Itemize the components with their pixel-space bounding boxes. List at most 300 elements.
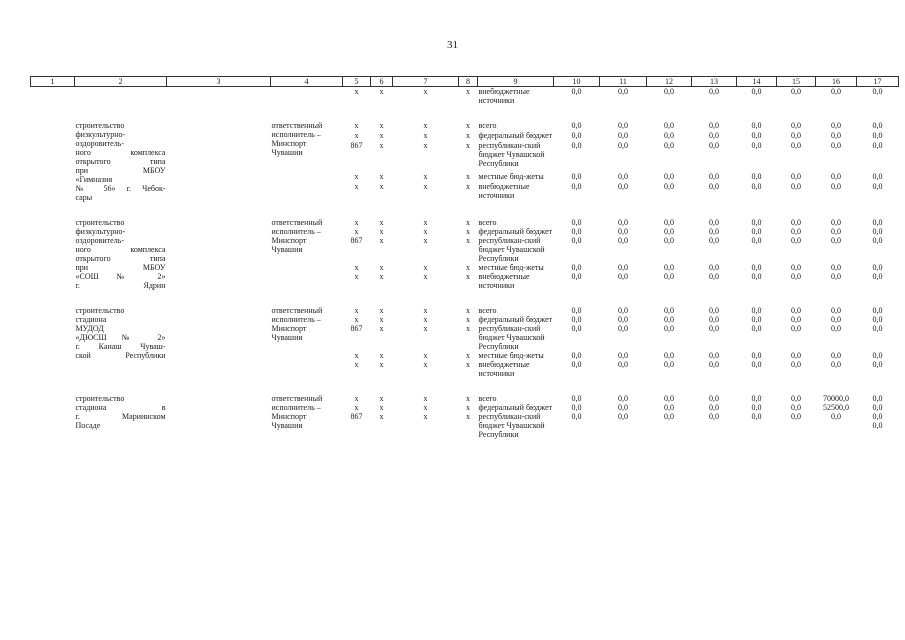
cell-x: х — [466, 403, 470, 412]
measure-name-line: при МБОУ — [75, 166, 166, 175]
cell-value — [857, 218, 899, 227]
measure-name-line: строительство — [75, 218, 125, 227]
cell-value — [647, 351, 692, 360]
cell-value-text: 0,0 — [831, 360, 841, 369]
cell-x: х — [423, 181, 428, 191]
cell-code: 867 — [350, 236, 363, 245]
cell-empty — [167, 394, 271, 439]
executor — [271, 306, 343, 378]
cell-value — [777, 324, 816, 351]
executor-line: ответственный — [271, 306, 323, 315]
spacer-cell — [31, 378, 899, 394]
cell-x: х — [354, 315, 359, 324]
measure-name-line: МУДОД — [75, 324, 104, 333]
column-header-6: 6 — [371, 77, 393, 87]
cell-value — [777, 218, 816, 227]
executor — [271, 121, 343, 202]
cell-empty — [31, 141, 75, 171]
cell-value-text: 0,0 — [664, 360, 674, 369]
cell-value-text: 0,0 — [791, 181, 801, 191]
executor-line: Минспорт — [271, 412, 307, 421]
cell-value — [777, 141, 816, 171]
cell-value-text: 0,0 — [571, 315, 582, 324]
cell-value — [647, 227, 692, 236]
cell-value-text: 0,0 — [709, 403, 719, 412]
spacer-cell — [31, 290, 899, 306]
measure-name-line: физкультурно- — [75, 130, 126, 139]
measure-name — [75, 394, 167, 439]
cell-value-text: 0,0 — [571, 181, 582, 191]
cell-value-text: 0,0 — [709, 181, 719, 191]
cell-value-text: 0,0 — [872, 360, 883, 369]
cell-empty — [31, 87, 75, 106]
cell-x: х — [466, 121, 470, 130]
cell-value — [737, 394, 777, 403]
cell-value-text: 0,0 — [872, 315, 883, 324]
column-header-9: 9 — [478, 77, 554, 87]
cell-x: х — [466, 306, 470, 315]
cell-value — [857, 272, 899, 290]
executor-line: Минспорт — [271, 236, 307, 245]
executor-line: Чувашии — [271, 245, 303, 254]
cell-value-text: 0,0 — [571, 141, 582, 151]
measure-name-line: строительство — [75, 306, 125, 315]
cell-value — [816, 324, 857, 351]
executor-line: ответственный — [271, 121, 323, 130]
cell-value-text: 0,0 — [751, 263, 762, 272]
cell-value — [777, 236, 816, 263]
cell-value-text: 0,0 — [709, 315, 719, 324]
cell-value-text: 0,0 — [791, 131, 801, 141]
program-table — [30, 76, 899, 439]
cell-value — [857, 131, 899, 141]
cell-x: х — [354, 306, 359, 315]
cell-value-text: 0,0 — [618, 263, 628, 272]
cell-value-text: 0,0 — [709, 394, 719, 403]
cell-x: х — [423, 315, 428, 324]
cell-value-text: 0,0 — [751, 351, 762, 360]
cell-value-text: 0,0 — [751, 306, 762, 315]
cell-x: х — [354, 360, 359, 369]
cell-value-text: 0,0 — [831, 131, 841, 141]
cell-x: х — [379, 141, 384, 151]
cell-value — [647, 394, 692, 403]
cell-target: х — [423, 87, 428, 96]
cell-value-text: 0,0 — [571, 171, 582, 181]
cell-value — [600, 360, 647, 378]
cell-value — [737, 172, 777, 182]
cell-value-text: 0,0 — [751, 236, 762, 245]
cell-source: внебюджетные источники — [478, 181, 530, 200]
cell-value — [816, 227, 857, 236]
cell-value-text: 0,0 — [618, 315, 628, 324]
cell-value-text: 0,0 — [751, 141, 762, 151]
cell-x: х — [354, 171, 359, 181]
cell-value — [737, 141, 777, 171]
cell-value-text: 0,0 — [831, 121, 841, 130]
measure-name-line: при МБОУ — [75, 263, 166, 272]
table-row — [31, 121, 899, 131]
cell-value — [816, 218, 857, 227]
cell-value-text: 0,0 — [618, 412, 628, 421]
cell-value-text: 0,0 — [709, 171, 719, 181]
measure-name-line: физкультурно- — [75, 227, 126, 236]
cell-value — [692, 131, 737, 141]
cell-x: х — [423, 412, 428, 421]
cell-value — [857, 412, 899, 439]
cell-value — [777, 394, 816, 403]
cell-value-text: 0,0 — [618, 394, 628, 403]
measure-name-line: № 56» г. Чебок- — [75, 184, 166, 193]
cell-empty — [31, 121, 75, 131]
page-number: 31 — [447, 39, 458, 51]
measure-name-line: строительство — [75, 394, 125, 403]
cell-source: всего — [478, 394, 497, 403]
cell-value — [600, 131, 647, 141]
cell-value — [647, 131, 692, 141]
cell-source: местные бюд-жеты — [478, 171, 544, 181]
column-header-4: 4 — [271, 77, 343, 87]
executor-line: Чувашии — [271, 333, 303, 342]
cell-value — [857, 315, 899, 324]
cell-value-text: 0,0 — [791, 263, 801, 272]
cell-value-text: 0,0 — [751, 121, 762, 130]
cell-value — [600, 324, 647, 351]
cell-empty — [167, 218, 271, 290]
measure-name-line: «СОШ № 2» — [75, 272, 166, 281]
cell-value — [647, 412, 692, 439]
cell-value-text: 0,0 — [791, 141, 801, 151]
cell-value — [554, 403, 600, 412]
cell-value — [692, 172, 737, 182]
cell-x: х — [423, 394, 428, 403]
cell-value-text: 0,0 — [664, 181, 674, 191]
cell-value-text: 0,0 — [872, 412, 883, 421]
cell-value — [777, 315, 816, 324]
cell-value — [737, 351, 777, 360]
cell-section: х — [379, 87, 384, 96]
cell-x: х — [354, 263, 359, 272]
cell-value-text: 0,0 — [831, 272, 841, 281]
cell-value — [816, 412, 857, 439]
cell-empty — [31, 315, 75, 324]
cell-value — [737, 121, 777, 131]
cell-x: х — [379, 236, 384, 245]
cell-value — [554, 360, 600, 378]
cell-value — [692, 351, 737, 360]
cell-empty — [75, 87, 167, 106]
cell-value-text: 0,0 — [751, 394, 762, 403]
cell-value-text: 0,0 — [751, 218, 762, 227]
cell-x: х — [423, 351, 428, 360]
cell-x: х — [379, 315, 384, 324]
cell-value-text: 0,0 — [709, 306, 719, 315]
measure-name-line: сары — [75, 193, 93, 202]
cell-value — [816, 351, 857, 360]
measure-name-line: ного комплекса — [75, 148, 166, 157]
cell-value — [692, 218, 737, 227]
cell-empty — [31, 394, 75, 403]
cell-value — [857, 263, 899, 272]
cell-value — [647, 141, 692, 171]
cell-value-text: 0,0 — [618, 227, 628, 236]
cell-value — [777, 412, 816, 439]
cell-value-text: 0,0 — [751, 403, 762, 412]
cell-x: х — [354, 394, 359, 403]
cell-value — [816, 315, 857, 324]
cell-value-text: 0,0 — [618, 181, 628, 191]
measure-name — [75, 218, 167, 290]
cell-x: х — [354, 218, 359, 227]
cell-x: х — [379, 403, 384, 412]
cell-empty — [31, 360, 75, 378]
cell-empty — [31, 306, 75, 315]
cell-value-text: 0,0 — [751, 412, 762, 421]
cell-empty — [167, 306, 271, 378]
cell-value-text: 0,0 — [709, 236, 719, 245]
cell-x: х — [379, 351, 384, 360]
cell-x: х — [379, 394, 384, 403]
cell-value-text: 0,0 — [618, 121, 628, 130]
cell-value — [647, 360, 692, 378]
cell-x: х — [423, 306, 428, 315]
cell-x: х — [466, 131, 470, 141]
cell-x: х — [423, 272, 428, 281]
cell-value-text: 0,0 — [831, 171, 841, 181]
cell-source: республикан-ский бюджет Чувашской Республики — [478, 236, 545, 263]
cell-x: х — [354, 131, 359, 141]
cell-value-text: 0,0 — [872, 141, 883, 151]
cell-value — [692, 412, 737, 439]
cell-value — [816, 131, 857, 141]
cell-value — [600, 315, 647, 324]
cell-value-text: 0,0 — [618, 324, 628, 333]
cell-value — [692, 263, 737, 272]
cell-value-text: 0,0 — [831, 306, 841, 315]
column-header-16: 16 — [816, 77, 857, 87]
cell-value — [737, 324, 777, 351]
cell-value-text: 0,0 — [571, 324, 582, 333]
cell-value — [737, 227, 777, 236]
measure-name-line: ного комплекса — [75, 245, 166, 254]
executor — [271, 218, 343, 290]
cell-value — [600, 182, 647, 202]
cell-empty — [31, 403, 75, 412]
cell-x: х — [466, 263, 470, 272]
cell-value — [737, 182, 777, 202]
cell-value — [600, 141, 647, 171]
cell-value-text: 0,0 — [709, 263, 719, 272]
cell-x: х — [423, 218, 428, 227]
cell-value — [816, 360, 857, 378]
cell-value — [692, 324, 737, 351]
cell-value-text: 0,0 — [872, 131, 883, 141]
cell-value — [857, 236, 899, 263]
cell-value — [737, 272, 777, 290]
cell-value-text: 0,0 — [571, 227, 582, 236]
measure-name-line: оздоровитель- — [75, 139, 124, 148]
cell-value: 0,0 — [664, 87, 674, 96]
cell-empty — [31, 172, 75, 182]
cell-value-text: 0,0 — [618, 218, 628, 227]
table-row — [31, 87, 899, 106]
cell-x: х — [423, 121, 428, 130]
cell-value-text: 0,0 — [664, 218, 674, 227]
cell-value — [554, 351, 600, 360]
cell-x: х — [354, 403, 359, 412]
cell-value — [857, 360, 899, 378]
measure-name-line: стадиона — [75, 315, 107, 324]
cell-value-text: 0,0 — [664, 171, 674, 181]
cell-value-text: 0,0 — [571, 306, 582, 315]
cell-value-text: 0,0 — [664, 412, 674, 421]
cell-x: х — [379, 181, 384, 191]
cell-value — [692, 272, 737, 290]
cell-value-text: 0,0 — [618, 171, 628, 181]
cell-value-text: 0,0 — [751, 171, 762, 181]
cell-value — [692, 394, 737, 403]
cell-x: х — [354, 181, 359, 191]
column-header-7: 7 — [393, 77, 459, 87]
cell-value — [777, 227, 816, 236]
cell-code: 867 — [350, 412, 363, 421]
measure-name-line: «ДЮСШ № 2» — [75, 333, 166, 342]
cell-value: 0,0 — [791, 87, 801, 96]
cell-value — [554, 272, 600, 290]
cell-value — [777, 351, 816, 360]
cell-value-text: 0,0 — [571, 236, 582, 245]
cell-x: х — [379, 272, 384, 281]
cell-value — [554, 394, 600, 403]
cell-x: х — [379, 218, 384, 227]
cell-value-text: 0,0 — [571, 394, 582, 403]
measure-name-line: г. Мариинском — [75, 412, 166, 421]
cell-value — [816, 236, 857, 263]
cell-value-text: 0,0 — [571, 121, 582, 130]
cell-value-text: 70000,0 — [823, 394, 849, 403]
cell-value — [737, 360, 777, 378]
cell-value-text: 0,0 — [709, 324, 719, 333]
spacer-row — [31, 378, 899, 394]
cell-value-text: 0,0 — [571, 360, 582, 369]
cell-value — [692, 236, 737, 263]
cell-empty — [31, 236, 75, 263]
cell-value — [600, 218, 647, 227]
measure-name-line: Посаде — [75, 421, 101, 430]
executor-line: ответственный — [271, 394, 323, 403]
cell-value — [857, 403, 899, 412]
cell-value — [554, 131, 600, 141]
cell-value — [554, 306, 600, 315]
cell-value-text: 0,0 — [664, 272, 674, 281]
cell-value-text: 0,0 — [709, 227, 719, 236]
cell-value — [600, 412, 647, 439]
cell-code: 867 — [350, 141, 363, 151]
cell-value-text: 0,0 — [872, 171, 883, 181]
cell-value-text: 0,0 — [791, 324, 801, 333]
cell-value-text: 0,0 — [872, 218, 883, 227]
cell-value — [857, 121, 899, 131]
cell-value-text: 0,0 — [831, 315, 841, 324]
cell-value — [600, 306, 647, 315]
cell-value-text: 0,0 — [618, 236, 628, 245]
cell-value: 0,0 — [751, 87, 762, 96]
spacer-cell — [31, 105, 899, 121]
cell-value — [554, 324, 600, 351]
cell-x: х — [466, 394, 470, 403]
cell-value-text: 0,0 — [571, 351, 582, 360]
measure-name-line: «Гимназия — [75, 175, 113, 184]
cell-value-text: 0,0 — [709, 131, 719, 141]
cell-value-text: 0,0 — [791, 315, 801, 324]
cell-value — [692, 306, 737, 315]
measure-name-line: г. Канаш Чуваш- — [75, 342, 166, 351]
cell-value-text: 0,0 — [618, 306, 628, 315]
executor-line: исполнитель – — [271, 315, 321, 324]
cell-value-text: 0,0 — [664, 394, 674, 403]
cell-x: х — [379, 306, 384, 315]
cell-value-text: 0,0 — [831, 263, 841, 272]
cell-empty — [31, 218, 75, 227]
cell-value — [554, 412, 600, 439]
cell-value-text: 0,0 — [618, 403, 628, 412]
cell-value-text: 0,0 — [872, 227, 883, 236]
cell-value-text: 0,0 — [751, 324, 762, 333]
cell-value — [816, 172, 857, 182]
cell-value-text: 0,0 — [872, 421, 883, 430]
cell-value-text: 0,0 — [571, 131, 582, 141]
table-row — [31, 218, 899, 227]
cell-value — [692, 315, 737, 324]
cell-source: федеральный бюджет — [478, 227, 553, 236]
cell-type: х — [466, 87, 470, 96]
cell-value-text: 0,0 — [618, 272, 628, 281]
cell-value-text: 0,0 — [571, 403, 582, 412]
cell-value-text: 0,0 — [618, 360, 628, 369]
cell-source: внебюджетные источники — [478, 87, 530, 105]
executor-line: Минспорт — [271, 139, 307, 148]
cell-value — [777, 131, 816, 141]
cell-value — [857, 324, 899, 351]
cell-value: 0,0 — [872, 87, 883, 96]
cell-source: республикан-ский бюджет Чувашской Республики — [478, 141, 545, 169]
cell-x: х — [423, 360, 428, 369]
cell-value — [600, 403, 647, 412]
cell-value-text: 0,0 — [791, 236, 801, 245]
measure-name-line: оздоровитель- — [75, 236, 124, 245]
cell-value — [647, 121, 692, 131]
cell-value — [816, 141, 857, 171]
cell-value-text: 0,0 — [751, 131, 762, 141]
cell-source: федеральный бюджет — [478, 403, 553, 412]
cell-x: х — [466, 141, 470, 151]
cell-value — [600, 121, 647, 131]
cell-value — [737, 412, 777, 439]
cell-value — [816, 263, 857, 272]
executor-line: Минспорт — [271, 324, 307, 333]
measure-name-line: стадиона в — [75, 403, 166, 412]
cell-value-text: 0,0 — [872, 263, 883, 272]
cell-value-text: 0,0 — [791, 351, 801, 360]
cell-value-text: 0,0 — [791, 272, 801, 281]
cell-x: х — [466, 360, 470, 369]
column-header-2: 2 — [75, 77, 167, 87]
cell-x: х — [423, 227, 428, 236]
cell-code: х — [354, 87, 359, 96]
column-header-5: 5 — [343, 77, 371, 87]
cell-value-text: 0,0 — [709, 360, 719, 369]
cell-value — [600, 172, 647, 182]
